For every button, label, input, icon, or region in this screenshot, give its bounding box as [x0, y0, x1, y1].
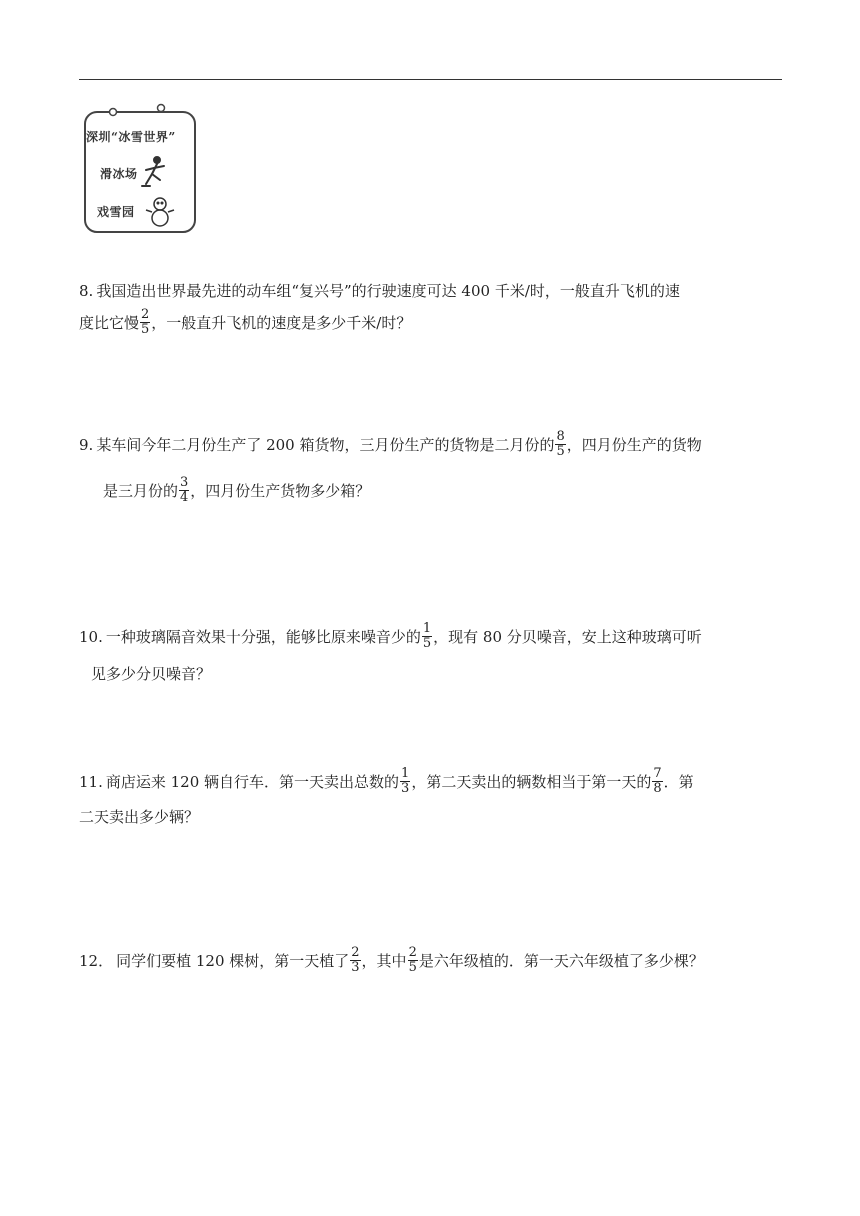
- question-text: 商店运来 120 辆自行车．第一天卖出总数的: [105, 772, 400, 791]
- question-text: 度比它慢: [79, 313, 140, 332]
- question-number: 10.: [79, 627, 103, 646]
- question-text: 同学们要植 120 棵树，第一天植了: [116, 951, 350, 970]
- skater-icon: [142, 157, 164, 186]
- question-text: 一种玻璃隔音效果十分强，能够比原来噪音少的: [105, 627, 421, 646]
- question-text: ，第二天卖出的辆数相当于第一天的: [411, 772, 652, 791]
- snowman-icon: [146, 198, 174, 226]
- question-number: 8.: [79, 282, 94, 300]
- header-rule: [79, 79, 782, 80]
- fraction: $\frac{2}{3}$: [351, 945, 360, 975]
- fraction: $\frac{8}{5}$: [556, 429, 565, 459]
- sign-skating-label: 滑冰场: [100, 167, 138, 181]
- fraction: $\frac{7}{8}$: [653, 766, 662, 796]
- sign-title: 深圳“冰雪世界”: [86, 130, 176, 144]
- fraction: $\frac{2}{5}$: [141, 307, 150, 337]
- fraction: $\frac{3}{4}$: [180, 475, 189, 505]
- question-text: ，四月份生产货物多少箱？: [190, 481, 371, 500]
- question-number: 9.: [79, 435, 94, 454]
- question-text: ，现有 80 分贝噪音，安上这种玻璃可听: [433, 627, 702, 646]
- question-text: ，一般直升飞机的速度是多少千米/时？: [151, 313, 412, 332]
- question-text: ，其中: [361, 951, 407, 970]
- sign-snow-garden-label: 戏雪园: [97, 205, 135, 219]
- fraction: $\frac{2}{5}$: [408, 945, 417, 975]
- ice-world-sign-image: [80, 100, 200, 240]
- question-text: 见多少分贝噪音？: [91, 665, 212, 683]
- question-text: ，四月份生产的货物: [566, 435, 702, 454]
- question-number: 12．: [79, 951, 114, 970]
- fraction: $\frac{1}{5}$: [422, 621, 432, 651]
- question-text: 我国造出世界最先进的动车组“复兴号”的行驶速度可达 400 千米/时，一般直升飞机的速: [96, 282, 680, 300]
- question-text: ．第: [663, 772, 694, 791]
- question-text: 是三月份的: [103, 481, 179, 500]
- question-number: 11.: [79, 772, 103, 791]
- fraction: $\frac{1}{3}$: [401, 766, 410, 796]
- question-text: 是六年级植的．第一天六年级植了多少棵？: [418, 951, 704, 970]
- question-text: 二天卖出多少辆？: [79, 808, 200, 826]
- question-text: 某车间今年二月份生产了 200 箱货物，三月份生产的货物是二月份的: [96, 435, 555, 454]
